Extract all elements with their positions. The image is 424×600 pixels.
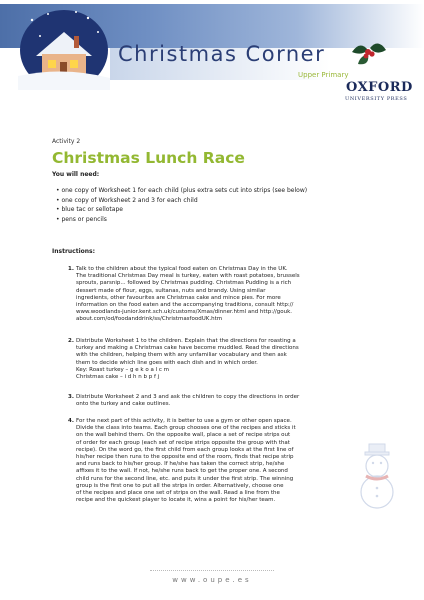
list-item: • pens or pencils bbox=[56, 215, 107, 223]
step-line: on the wall behind them. On the opposite wall, place a set of recipe strips out bbox=[76, 432, 291, 439]
step-3 bbox=[68, 394, 376, 408]
step-line: onto the turkey and cake outlines. bbox=[76, 401, 171, 408]
list-item: • one copy of Worksheet 2 and 3 for each child bbox=[56, 196, 198, 204]
materials-list bbox=[56, 186, 307, 224]
step-line: recipe). On the word go, the first child from each group looks at the first line of bbox=[76, 446, 294, 453]
step-line: The traditional Christmas Day meal is turkey, eaten with roast potatoes, brussels bbox=[76, 273, 300, 280]
footer-divider bbox=[150, 570, 274, 571]
step-line: Key: Roast turkey – g e k o a l c m bbox=[76, 366, 169, 373]
activity-label: Activity 2 bbox=[52, 138, 81, 145]
step-line: Christmas cake – i d h n b p f j bbox=[76, 374, 160, 381]
list-item: • blue tac or sellotape bbox=[56, 206, 123, 213]
step-line: group is the first one to put all the strips in order. Alternatively, choose one bbox=[76, 482, 284, 489]
step-line: Talk to the children about the typical food eaten on Christmas Day in the UK. bbox=[76, 266, 288, 272]
footer-url: www.oupe.es bbox=[172, 576, 252, 584]
step-line: his/her recipe then runs to the opposite end of the room, finds that recipe strip bbox=[76, 454, 294, 461]
instructions-heading: Instructions: bbox=[52, 248, 96, 255]
step-line: affixes it to the wall. If not, he/she runs back to get the proper one. A second bbox=[76, 468, 288, 475]
step-line: Distribute Worksheet 1 to the children. Explain that the directions for roasting a bbox=[76, 338, 296, 344]
snowman-icon bbox=[354, 438, 400, 512]
header-subtitle: Upper Primary bbox=[298, 71, 349, 79]
step-line: dessert made of flour, eggs, sultanas, nuts and brandy. Using similar bbox=[76, 287, 266, 294]
step-line: Divide the class into teams. Each group chooses one of the recipes and sticks it bbox=[76, 425, 296, 432]
step-line: sprouts, parsnip... followed by Christmas pudding. Christmas Pudding is a rich bbox=[76, 280, 292, 287]
step-line: them to decide which line goes with each dish and in which order. bbox=[76, 359, 258, 366]
step-line: Distribute Worksheet 2 and 3 and ask the children to copy the directions in order bbox=[76, 394, 300, 400]
publisher-subtitle: UNIVERSITY PRESS bbox=[345, 96, 408, 102]
step-line: and runs back to his/her group. If he/she has taken the correct strip, he/she bbox=[76, 461, 285, 468]
step-line: about.com/od/foodanddrink/ss/ChristmasfoodUK.htm bbox=[76, 316, 223, 323]
materials-heading: You will need: bbox=[52, 171, 100, 178]
step-line: ingredients, other favourites are Christmas cake and mince pies. For more bbox=[76, 294, 281, 301]
snowy-house-illustration bbox=[18, 6, 110, 90]
step-line: of the recipes and place one set of strips on the wall. Read a line from the bbox=[76, 490, 280, 497]
step-1 bbox=[68, 266, 376, 324]
page-header bbox=[0, 0, 424, 108]
list-item: • one copy of Worksheet 1 for each child (plus extra sets cut into strips (see below) bbox=[56, 187, 308, 194]
step-line: with the children, helping them with any unfamiliar vocabulary and then ask bbox=[76, 352, 287, 359]
page-title: Christmas Lunch Race bbox=[52, 149, 245, 167]
publisher-logo: OXFORD bbox=[346, 80, 413, 95]
step-number: 2. bbox=[68, 338, 74, 344]
step-number: 3. bbox=[68, 394, 74, 400]
step-line: recipe and the quickest player to locate it, wins a point for his/her team. bbox=[76, 497, 276, 504]
header-title: Christmas Corner bbox=[118, 42, 326, 66]
step-line: www.woodlands-junior.kent.sch.uk/customs/Xmas/dinner.html and http://gouk. bbox=[76, 309, 293, 316]
holly-icon bbox=[348, 34, 390, 68]
step-line: child runs for the second line, etc. and puts it under the first strip. The winning bbox=[76, 475, 294, 482]
step-number: 1. bbox=[68, 266, 74, 272]
step-4 bbox=[68, 418, 376, 504]
step-line: of order for each group (each set of recipe strips opposite the group with that bbox=[76, 439, 290, 446]
step-line: For the next part of this activity, it is better to use a gym or other open space. bbox=[76, 418, 292, 424]
step-line: information on the food eaten and the accompanying traditions, consult http:// bbox=[76, 302, 294, 309]
step-number: 4. bbox=[68, 418, 74, 424]
step-line: turkey and making a Christmas cake have become muddled. Read the directions bbox=[76, 345, 299, 352]
step-2 bbox=[68, 338, 376, 381]
